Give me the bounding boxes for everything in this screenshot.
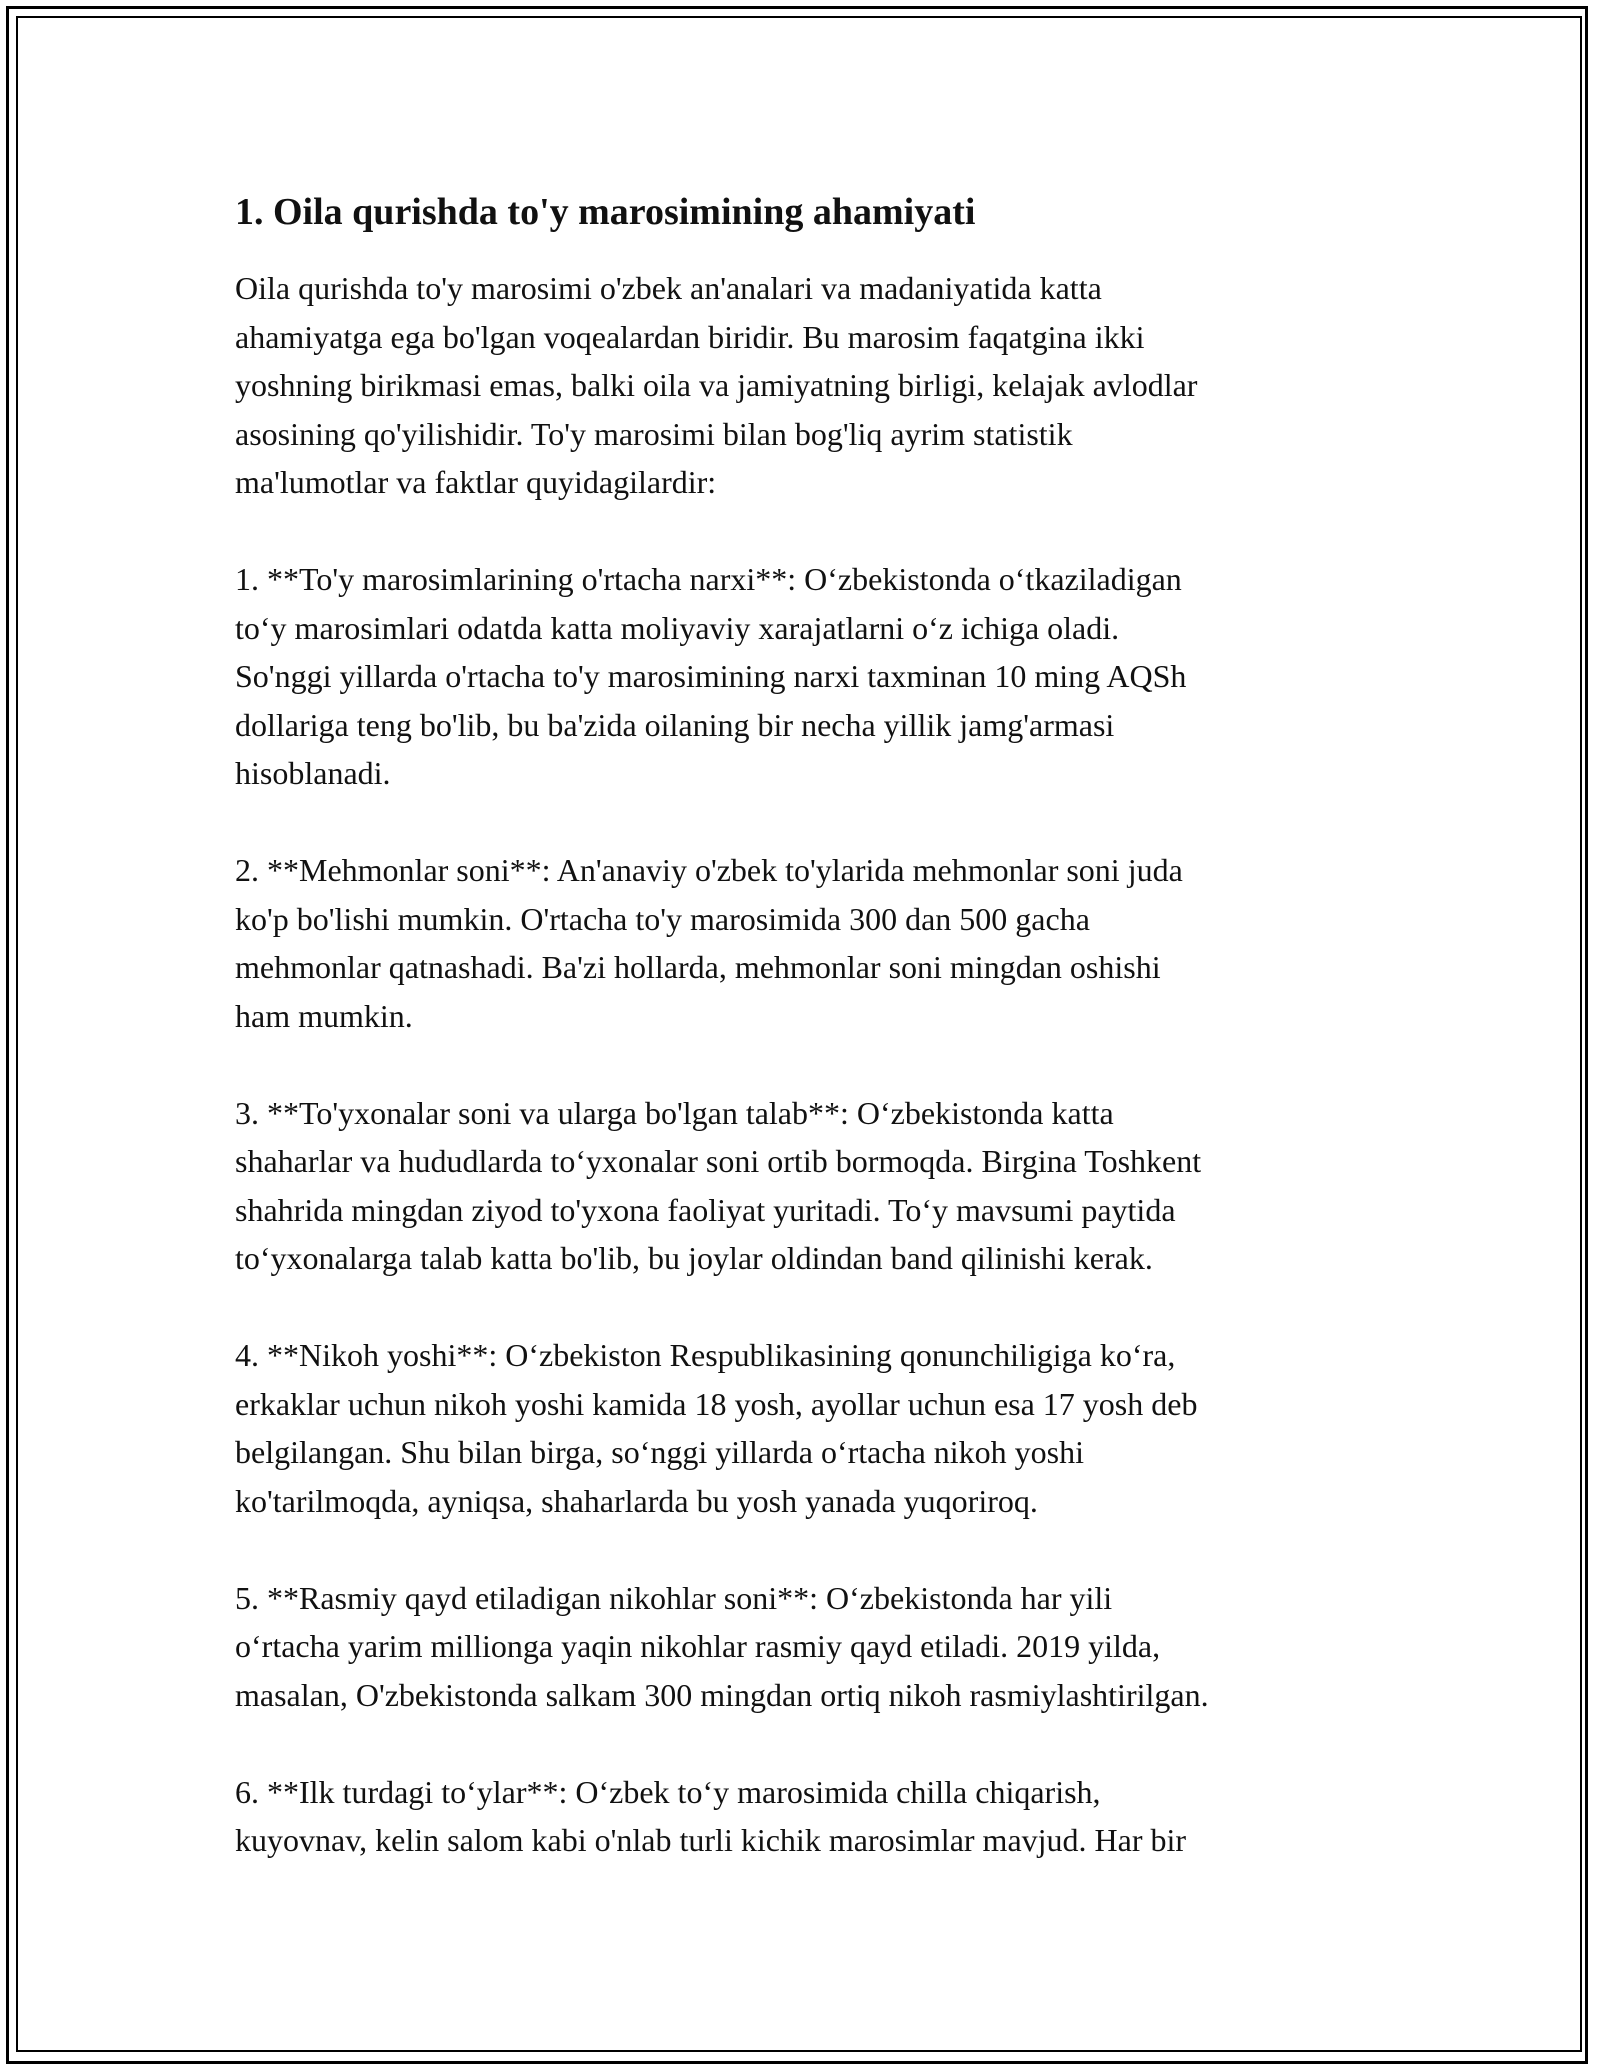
fact-wedding-types: 6. **Ilk turdagi toʻylar**: Oʻzbek toʻy marosimida chilla chiqarish, kuyovnav, kelin salom kabi o'nlab turli kichik marosimlar mavjud. Har bir (235, 1773, 1187, 1858)
document-body (235, 186, 1395, 1913)
intro-paragraph: Oila qurishda to'y marosimi o'zbek an'analari va madaniyatida katta ahamiyatga ega bo'lgan voqealardan biridir. Bu marosim faqatgina ikki yoshning birikmasi emas, balki oila va jamiyatning birligi, kelajak avlodlar asosining qo'yilishidir. To'y marosimi bilan bog'liq ayrim statistik ma'lumotlar va faktlar quyidagilardir: (235, 270, 1198, 500)
fact-registered-marriages: 5. **Rasmiy qayd etiladigan nikohlar soni**: Oʻzbekistonda har yili oʻrtacha yarim millionga yaqin nikohlar rasmiy qayd etiladi. 2019 yilda, masalan, O'zbekistonda salkam 300 mingdan ortiq nikoh rasmiylashtirilgan. (235, 1579, 1209, 1713)
fact-marriage-age: 4. **Nikoh yoshi**: Oʻzbekiston Respublikasining qonunchiligiga koʻra, erkaklar uchun nikoh yoshi kamida 18 yosh, ayollar uchun esa 17 yosh deb belgilangan. Shu bilan birga, soʻnggi yillarda oʻrtacha nikoh yoshi ko'tarilmoqda, ayniqsa, shaharlarda bu yosh yanada yuqoriroq. (235, 1337, 1198, 1519)
section-heading: 1. Oila qurishda to'y marosimining ahamiyati (235, 191, 976, 233)
fact-average-cost: 1. **To'y marosimlarining o'rtacha narxi**: Oʻzbekistonda oʻtkaziladigan toʻy marosimlari odatda katta moliyaviy xarajatlarni oʻz ichiga oladi. So'nggi yillarda o'rtacha to'y marosimining narxi taxminan 10 ming AQSh dollariga teng bo'lib, bu ba'zida oilaning bir necha yillik jamg'armasi hisoblanadi. (235, 561, 1187, 791)
fact-wedding-halls: 3. **To'yxonalar soni va ularga bo'lgan talab**: Oʻzbekistonda katta shaharlar va hududlarda toʻyxonalar soni ortib bormoqda. Birgina Toshkent shahrida mingdan ziyod to'yxona faoliyat yuritadi. Toʻy mavsumi paytida toʻyxonalarga talab katta bo'lib, bu joylar oldindan band qilinishi kerak. (235, 1094, 1202, 1276)
fact-guest-count: 2. **Mehmonlar soni**: An'anaviy o'zbek to'ylarida mehmonlar soni juda ko'p bo'lishi mumkin. O'rtacha to'y marosimida 300 dan 500 gacha mehmonlar qatnashadi. Ba'zi hollarda, mehmonlar soni mingdan oshishi ham mumkin. (235, 852, 1183, 1034)
